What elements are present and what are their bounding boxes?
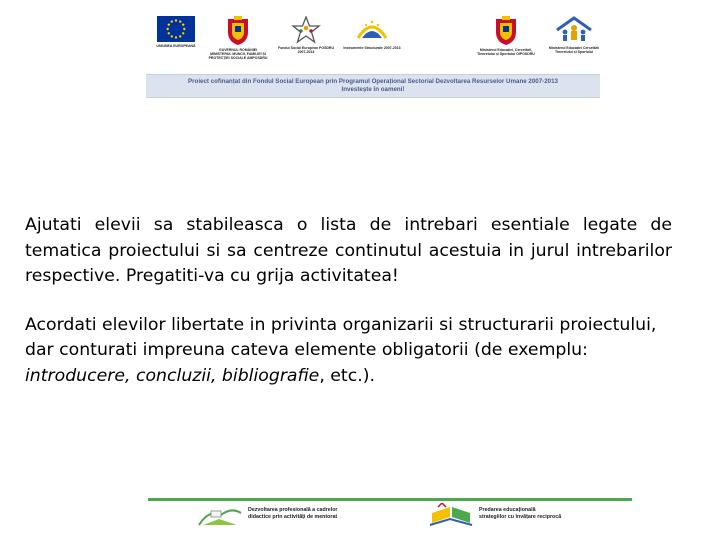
ministry-house-logo (544, 16, 604, 54)
footer-left-line-2: didactice prin activități de mentorat (248, 514, 338, 520)
paragraph-2-text: Acordati elevilor libertate in privinta organizarii si structurarii proiectului, dar conturati impreuna cateva elemente obligatorii (de exemplu: (25, 314, 657, 360)
paragraph-2-tail: , etc.). (319, 365, 375, 386)
eu-flag-icon (157, 16, 195, 42)
government-logo (208, 16, 268, 60)
slide-content (25, 213, 672, 389)
open-book-icon (428, 503, 474, 527)
footer-left-line-1: Dezvoltarea profesională a cadrelor (248, 507, 338, 513)
paragraph-2 (25, 313, 672, 390)
ministry-education-caption: Ministerul Educației, Cercetării, Tineretului și Sportului OIPOSDRU (477, 48, 535, 56)
coat-of-arms-icon (226, 16, 250, 46)
structural-instruments-caption: Instrumente Structurale 2007-2013 (343, 46, 401, 50)
ministry-house-caption: Ministerul Educației Cercetării Tineretului și Sportului (548, 46, 600, 54)
fse-logo (276, 16, 336, 54)
eu-logo-caption: UNIUNEA EUROPEANĂ (156, 44, 196, 48)
banner-line-1: Proiect cofinanțat din Fondul Social European prin Programul Operațional Sectorial Dezvoltarea Resurselor Umane 2007-2013 (188, 78, 558, 85)
paragraph-1: Ajutati elevii sa stabileasca o lista de intrebari esentiale legate de tematica proiectului si sa centreze continutul acestuia in jurul intrebarilor respective. Pregatiti-va cu grija activitatea! (25, 215, 672, 286)
house-people-icon (553, 16, 595, 44)
star-people-icon (291, 16, 321, 44)
footer-divider (148, 498, 632, 501)
fse-logo-caption: Fondul Social European POSDRU 2007-2013 (277, 46, 334, 54)
footer-right-line-2: strategiilor cu învățare reciprocă (479, 514, 562, 520)
paragraph-2-italic: introducere, concluzii, bibliografie (25, 365, 320, 386)
project-banner (146, 74, 600, 98)
footer-right-line-1: Predarea educațională (479, 507, 536, 513)
header-logo-strip (146, 10, 600, 98)
stars-arc-icon (352, 16, 392, 44)
ministry-education-logo (476, 16, 536, 56)
footer-left-caption (248, 507, 338, 521)
footer-right-caption (479, 507, 561, 521)
banner-line-2: Investește în oameni! (341, 86, 405, 93)
government-logo-caption: GUVERNUL ROMÂNIEI MINISTERUL MUNCII, FAMILIEI ȘI PROTECȚIEI SOCIALE AMPOSDRU (208, 48, 268, 60)
structural-instruments-logo (342, 16, 402, 50)
eu-logo (146, 16, 206, 48)
coat-of-arms-icon (494, 16, 518, 46)
mentoring-book-icon (197, 505, 243, 527)
